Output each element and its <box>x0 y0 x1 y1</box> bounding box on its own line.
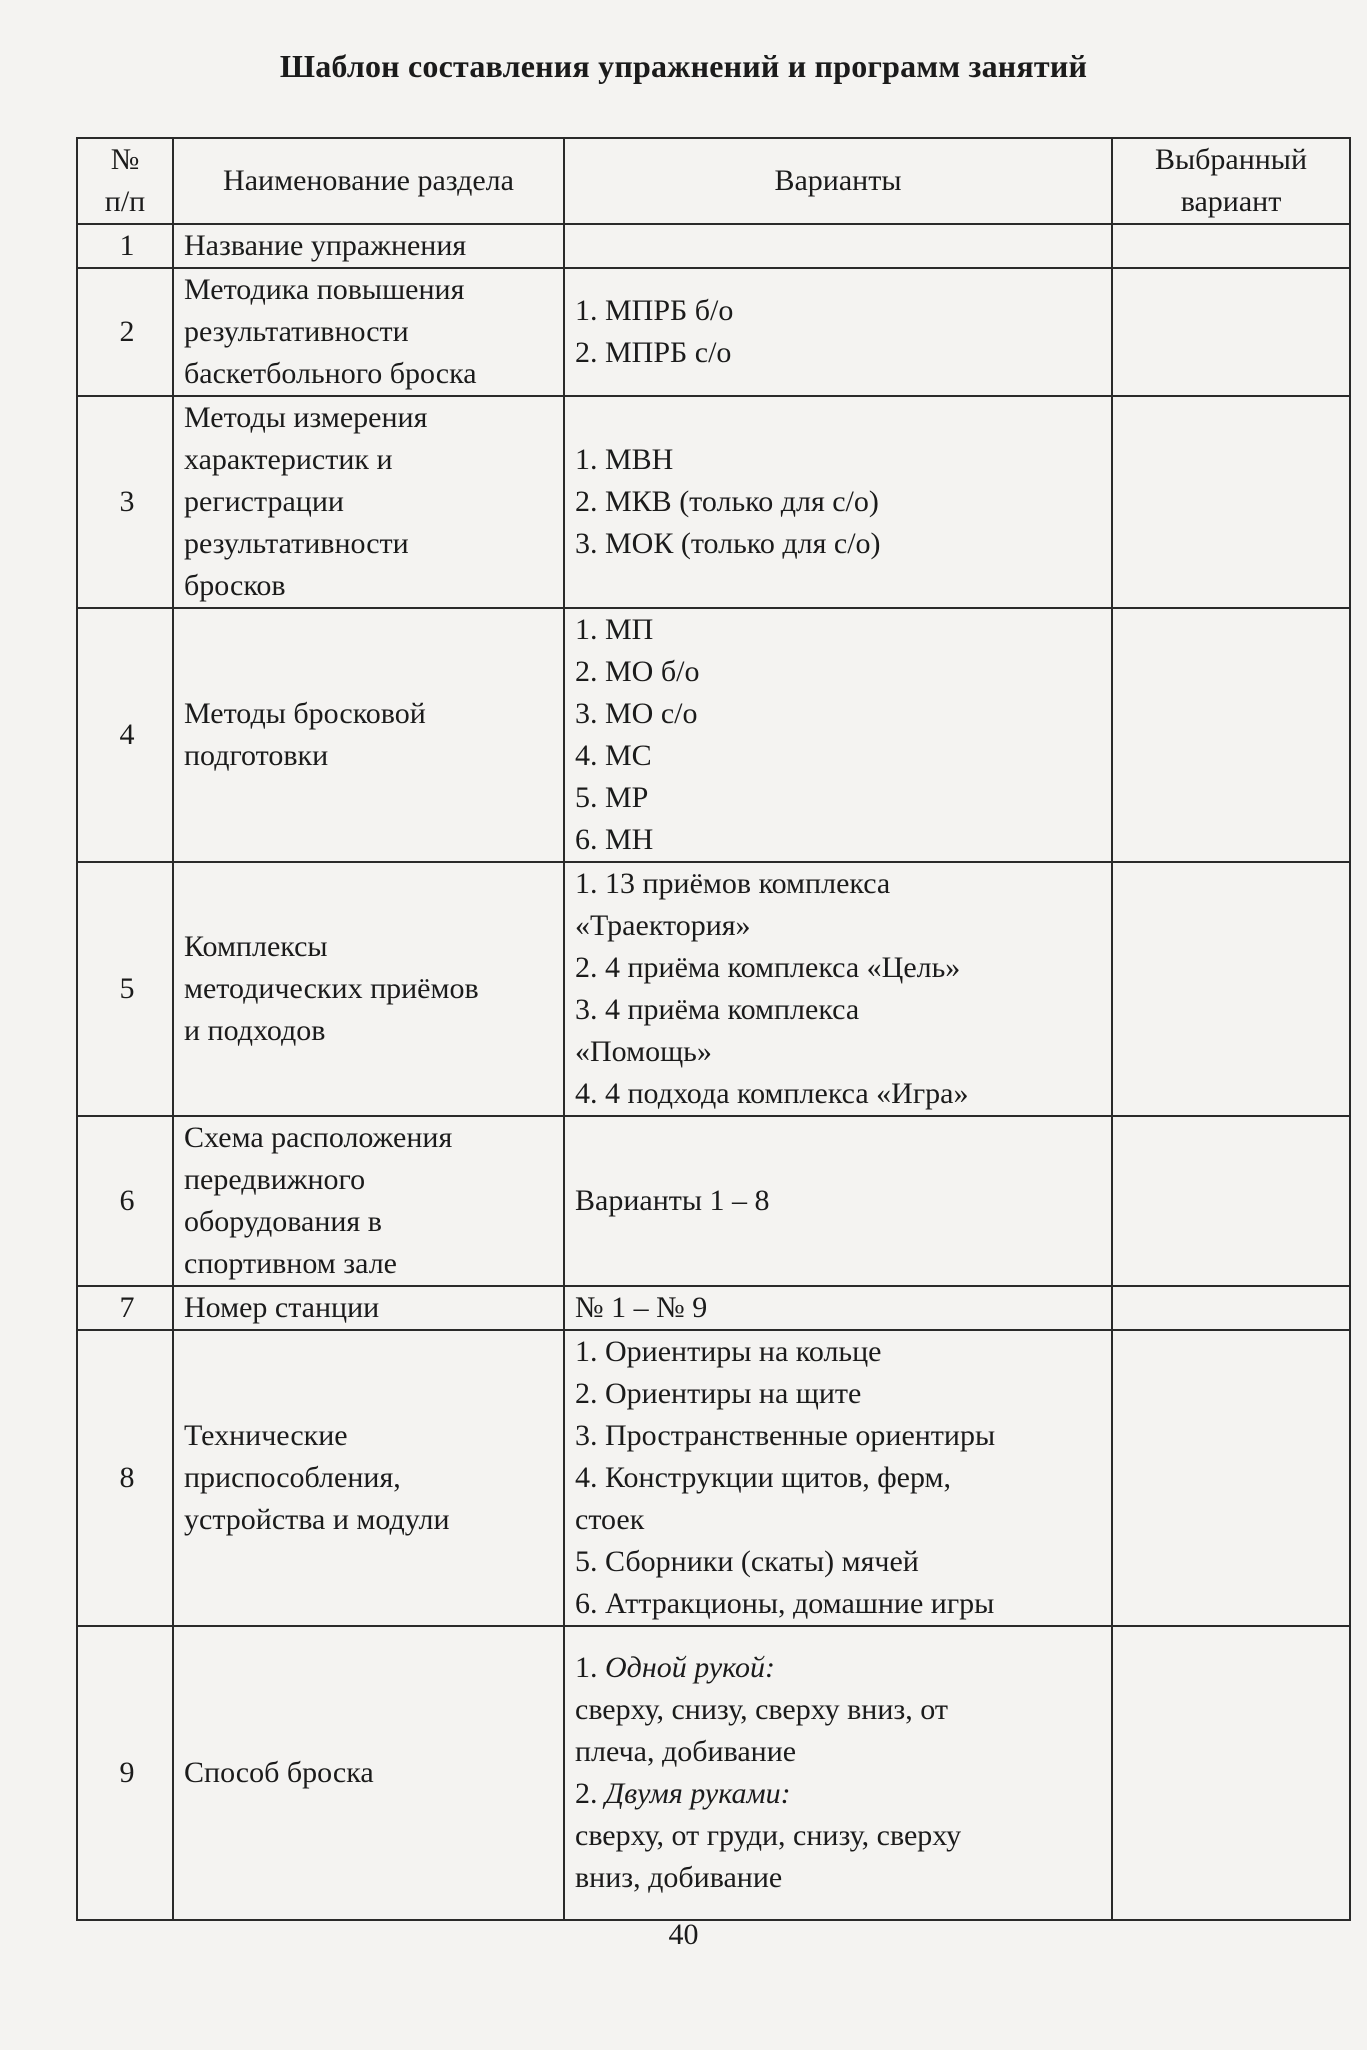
row-variants: 1. Одной рукой: сверху, снизу, сверху вниз, от плеча, добивание 2. Двумя руками: сверху, от груди, снизу, сверху вниз, добивание <box>564 1626 1112 1920</box>
row-selected-cell[interactable] <box>1112 224 1350 268</box>
page-title: Шаблон составления упражнений и программ занятий <box>279 48 1088 84</box>
table-row <box>77 1330 1350 1626</box>
row-selected-cell[interactable] <box>1112 1286 1350 1330</box>
row-section: Номер станции <box>173 1286 564 1330</box>
table-row <box>77 1116 1350 1286</box>
row-selected-cell[interactable] <box>1112 1116 1350 1286</box>
row-selected-cell[interactable] <box>1112 1330 1350 1626</box>
row-variants: 1. МВН 2. МКВ (только для с/о) 3. МОК (только для с/о) <box>564 396 1112 608</box>
row-number: 7 <box>77 1286 173 1330</box>
variant-two-hands: 2. Двумя руками: <box>575 1777 791 1810</box>
table-row <box>77 1286 1350 1330</box>
row-number: 9 <box>77 1626 173 1920</box>
row-section: Методы измерения характеристик и регистрации результативности бросков <box>173 396 564 608</box>
row-selected-cell[interactable] <box>1112 862 1350 1116</box>
row-variants: 1. МПРБ б/о 2. МПРБ с/о <box>564 268 1112 396</box>
header-num: № п/п <box>77 138 173 224</box>
exercise-template-table <box>76 137 1351 1921</box>
row-section: Способ броска <box>173 1626 564 1920</box>
variant-one-hand: 1. Одной рукой: <box>575 1651 776 1684</box>
table-row <box>77 396 1350 608</box>
table-row <box>77 862 1350 1116</box>
table-header-row <box>77 138 1350 224</box>
row-number: 1 <box>77 224 173 268</box>
row-variants: 1. МП 2. МО б/о 3. МО с/о 4. МС 5. МР 6. МН <box>564 608 1112 862</box>
page-number: 40 <box>668 1918 699 1951</box>
row-number: 5 <box>77 862 173 1116</box>
table-row <box>77 224 1350 268</box>
header-section: Наименование раздела <box>173 138 564 224</box>
header-variants: Варианты <box>564 138 1112 224</box>
table-row <box>77 268 1350 396</box>
row-variants <box>564 224 1112 268</box>
row-section: Схема расположения передвижного оборудования в спортивном зале <box>173 1116 564 1286</box>
row-number: 2 <box>77 268 173 396</box>
row-variants: № 1 – № 9 <box>564 1286 1112 1330</box>
row-variants: 1. Ориентиры на кольце 2. Ориентиры на щите 3. Пространственные ориентиры 4. Конструкции щитов, ферм, стоек 5. Сборники (скаты) мячей 6. Аттракционы, домашние игры <box>564 1330 1112 1626</box>
header-selected: Выбранный вариант <box>1112 138 1350 224</box>
row-selected-cell[interactable] <box>1112 1626 1350 1920</box>
row-variants: Варианты 1 – 8 <box>564 1116 1112 1286</box>
row-number: 6 <box>77 1116 173 1286</box>
row-section: Технические приспособления, устройства и модули <box>173 1330 564 1626</box>
row-selected-cell[interactable] <box>1112 396 1350 608</box>
row-selected-cell[interactable] <box>1112 608 1350 862</box>
row-number: 3 <box>77 396 173 608</box>
row-section: Методы бросковой подготовки <box>173 608 564 862</box>
row-section: Название упражнения <box>173 224 564 268</box>
table-row <box>77 1626 1350 1920</box>
row-number: 4 <box>77 608 173 862</box>
table-row <box>77 608 1350 862</box>
row-selected-cell[interactable] <box>1112 268 1350 396</box>
row-variants: 1. 13 приёмов комплекса «Траектория» 2. 4 приёма комплекса «Цель» 3. 4 приёма комплекса «Помощь» 4. 4 подхода комплекса «Игра» <box>564 862 1112 1116</box>
row-number: 8 <box>77 1330 173 1626</box>
row-section: Методика повышения результативности баскетбольного броска <box>173 268 564 396</box>
row-section: Комплексы методических приёмов и подходов <box>173 862 564 1116</box>
